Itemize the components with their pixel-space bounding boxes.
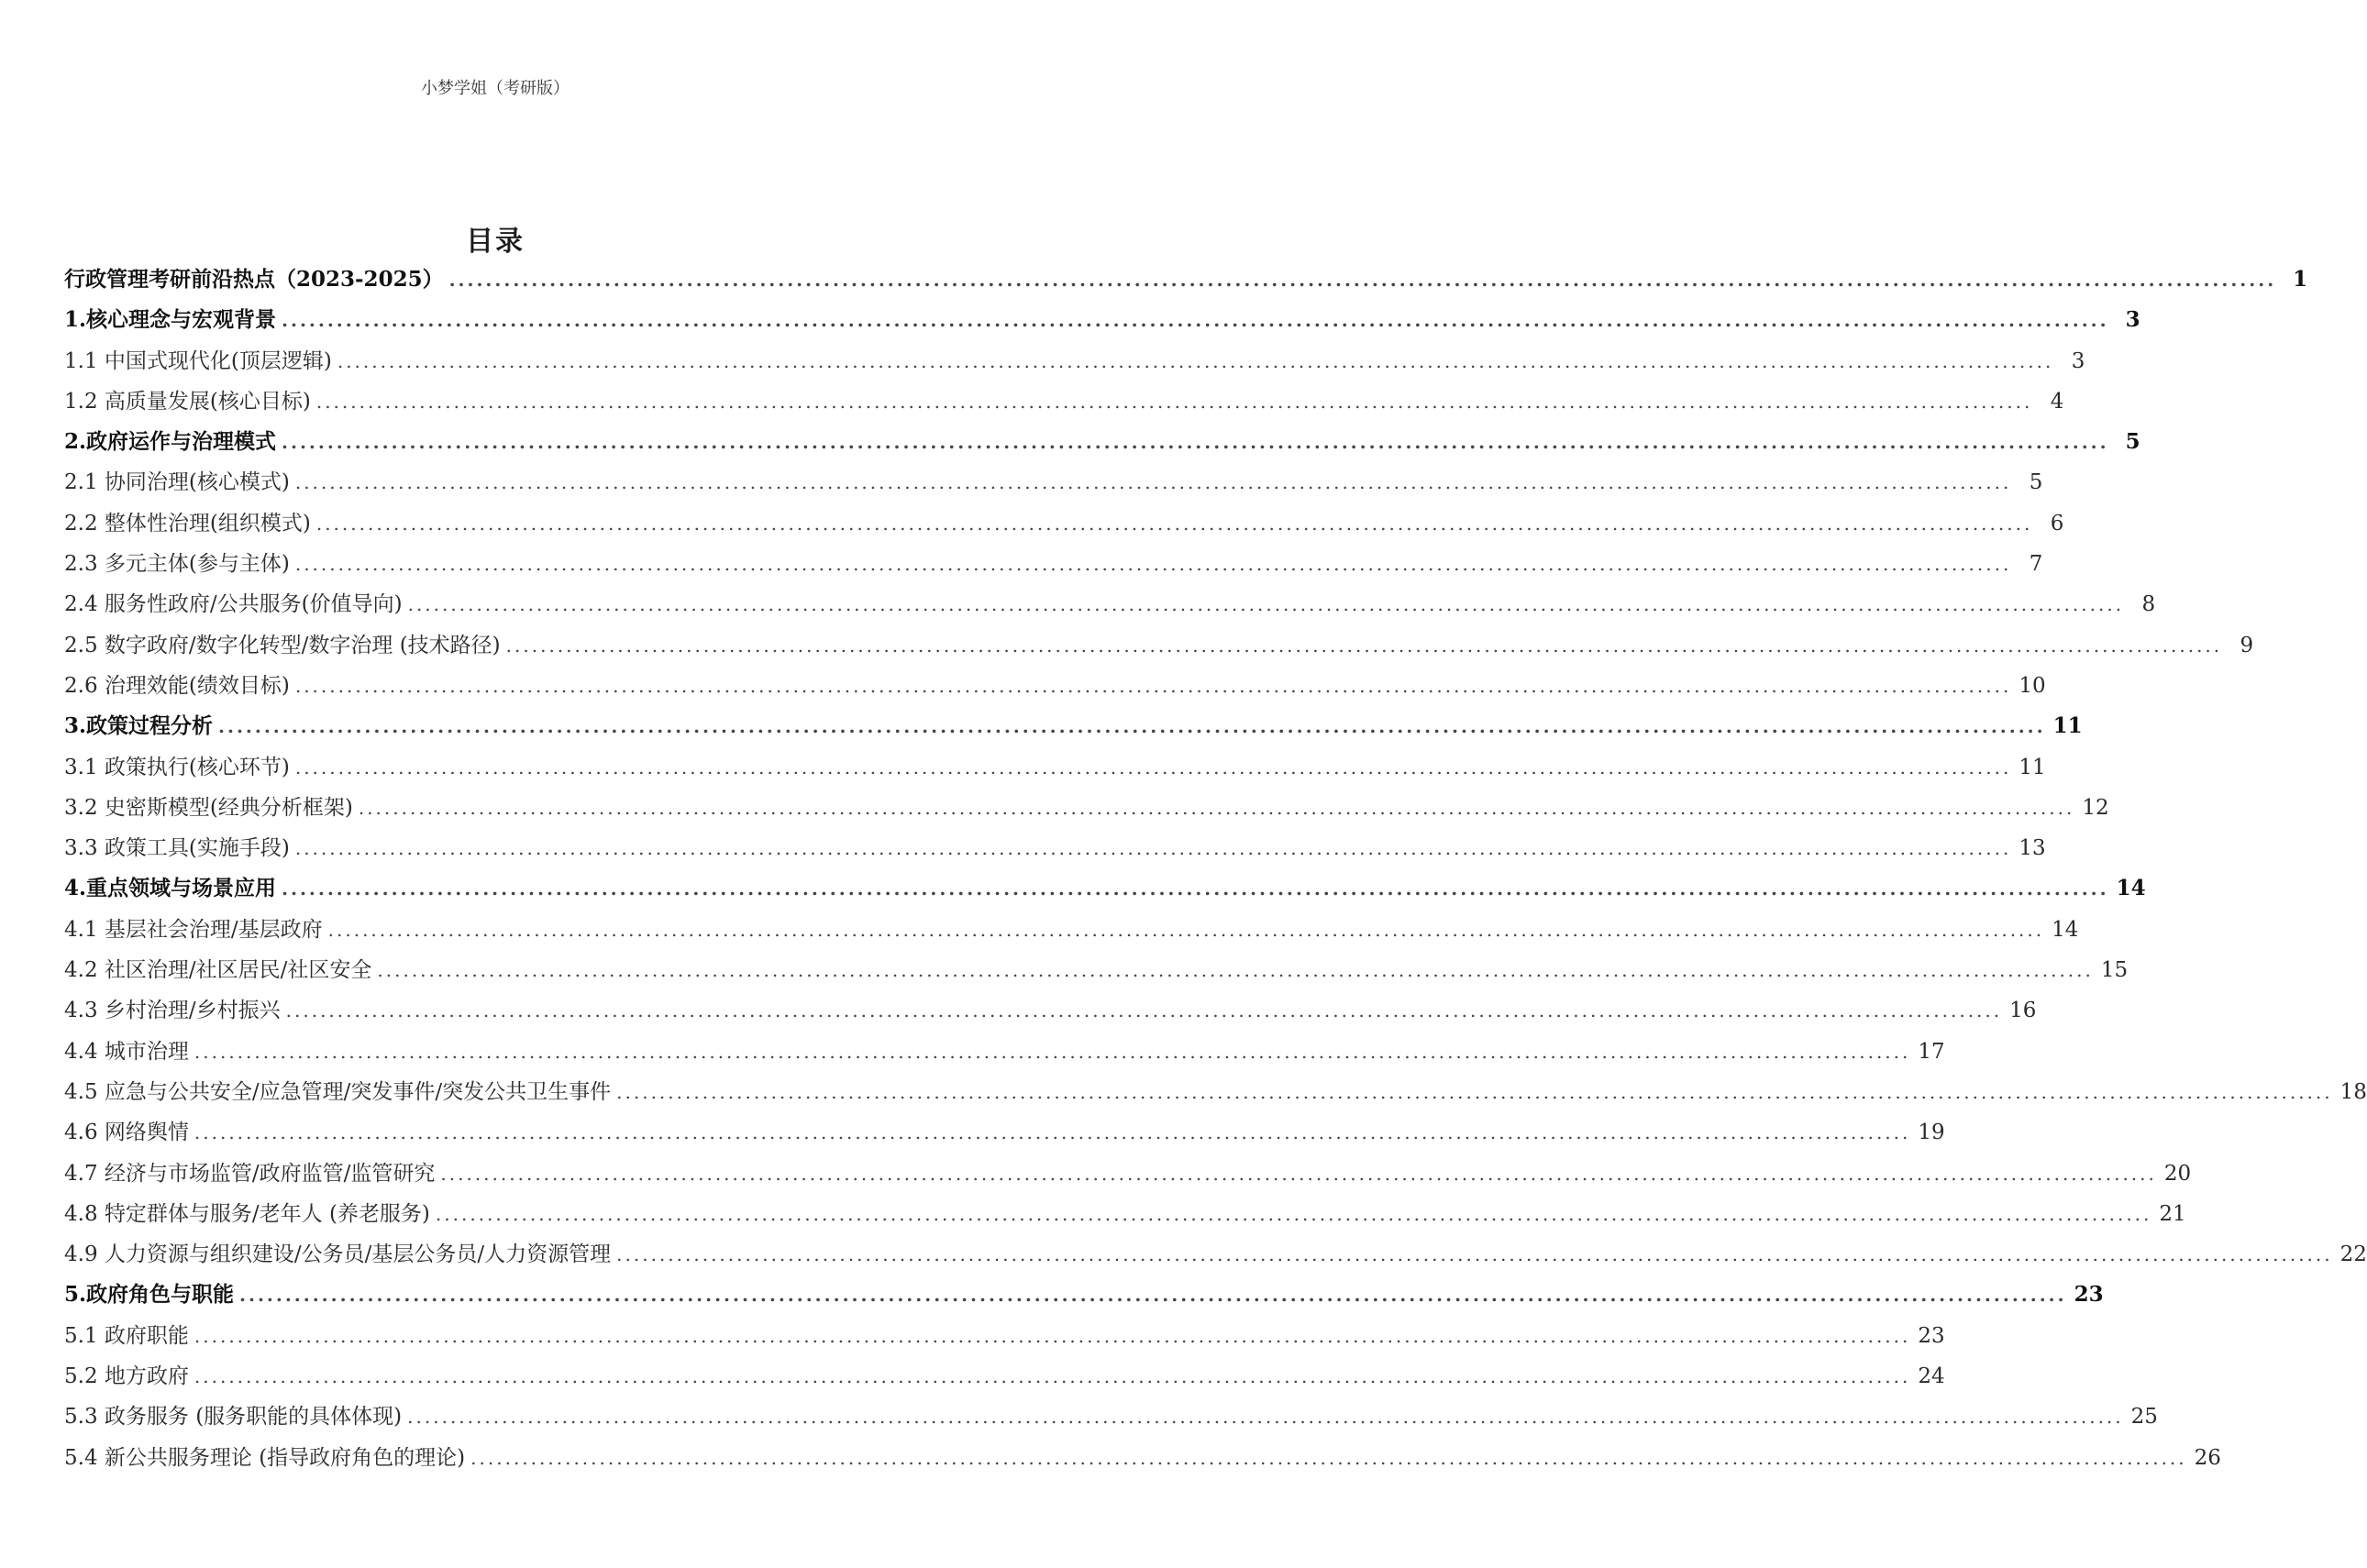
toc-subsection-entry[interactable]: [64, 747, 2046, 788]
toc-dot-leader: ........................................................................................................................................................................................................: [294, 674, 2012, 697]
toc-subsection-entry[interactable]: [64, 990, 2037, 1031]
toc-page-number: 10: [2019, 673, 2046, 698]
toc-subsection-entry[interactable]: [64, 381, 2064, 422]
toc-dot-leader: ........................................................................................................................................................................................................: [315, 390, 2033, 413]
toc-subsection-entry[interactable]: [64, 950, 2129, 990]
toc-entry-label: 1.1 中国式现代化(顶层逻辑): [64, 348, 332, 373]
toc-subsection-entry[interactable]: [64, 910, 2079, 950]
toc-entry-label: 4.5 应急与公共安全/应急管理/突发事件/突发公共卫生事件: [64, 1079, 612, 1104]
toc-entry-label: 2.6 治理效能(绩效目标): [64, 673, 290, 698]
toc-page-number: 13: [2019, 836, 2046, 861]
toc-subsection-entry[interactable]: [64, 625, 2254, 666]
toc-dot-leader: ........................................................................................................................................................................................................: [239, 1284, 2067, 1307]
toc-section-entry[interactable]: [64, 706, 2083, 746]
toc-dot-leader: ........................................................................................................................................................................................................: [448, 269, 2277, 291]
toc-dot-leader: ........................................................................................................................................................................................................: [407, 593, 2125, 616]
toc-dot-leader: ........................................................................................................................................................................................................: [337, 349, 2054, 372]
toc-page-number: 14: [2116, 876, 2146, 901]
toc-entry-label: 2.政府运作与治理模式: [64, 429, 277, 455]
toc-subsection-entry[interactable]: [64, 584, 2156, 624]
toc-dot-leader: ........................................................................................................................................................................................................: [194, 1040, 1911, 1063]
toc-entry-label: 1.2 高质量发展(核心目标): [64, 389, 311, 414]
toc-page-number: 1: [2293, 267, 2308, 292]
toc-entry-label: 2.2 整体性治理(组织模式): [64, 511, 311, 536]
toc-entry-label: 4.3 乡村治理/乡村振兴: [64, 999, 281, 1023]
toc-subsection-entry[interactable]: [64, 666, 2046, 706]
toc-entry-label: 3.1 政策执行(核心环节): [64, 755, 290, 779]
toc-page-number: 18: [2339, 1079, 2367, 1104]
toc-page-number: 24: [1918, 1364, 1945, 1389]
toc-dot-leader: ........................................................................................................................................................................................................: [616, 1080, 2333, 1103]
toc-dot-leader: ........................................................................................................................................................................................................: [294, 471, 2012, 494]
toc-entry-label: 4.重点领域与场景应用: [64, 876, 277, 901]
toc-dot-leader: ........................................................................................................................................................................................................: [194, 1324, 1911, 1347]
toc-entry-label: 5.1 政府职能: [64, 1323, 189, 1348]
toc-entry-label: 5.2 地方政府: [64, 1364, 189, 1389]
toc-dot-leader: ........................................................................................................................................................................................................: [327, 918, 2045, 941]
toc-page-number: 7: [2029, 552, 2043, 577]
toc-entry-label: 1.核心理念与宏观背景: [64, 307, 277, 333]
toc-entry-label: 行政管理考研前沿热点（2023-2025）: [64, 267, 444, 292]
page-header: 小梦学姐（考研版）: [421, 79, 570, 98]
toc-dot-leader: ........................................................................................................................................................................................................: [616, 1243, 2333, 1266]
toc-subsection-entry[interactable]: [64, 544, 2043, 584]
toc-subsection-entry[interactable]: [64, 1072, 2367, 1112]
toc-subsection-entry[interactable]: [64, 1397, 2158, 1437]
toc-subsection-entry[interactable]: [64, 1234, 2367, 1275]
toc-entry-label: 2.1 协同治理(核心模式): [64, 470, 290, 495]
toc-page-number: 9: [2240, 633, 2254, 657]
toc-dot-leader: ........................................................................................................................................................................................................: [282, 431, 2109, 454]
toc-subsection-entry[interactable]: [64, 1316, 1945, 1356]
toc-subsection-entry[interactable]: [64, 1438, 2221, 1478]
toc-entry-label: 4.4 城市治理: [64, 1039, 189, 1064]
toc-subsection-entry[interactable]: [64, 788, 2109, 828]
toc-entry-label: 4.6 网络舆情: [64, 1121, 189, 1145]
toc-dot-leader: ........................................................................................................................................................................................................: [407, 1406, 2124, 1429]
toc-entry-label: 2.3 多元主体(参与主体): [64, 552, 290, 577]
toc-entry-label: 2.5 数字政府/数字化转型/数字治理 (技术路径): [64, 633, 501, 657]
toc-entry-label: 2.4 服务性政府/公共服务(价值导向): [64, 592, 403, 617]
toc-page-number: 19: [1918, 1121, 1945, 1145]
toc-dot-leader: ........................................................................................................................................................................................................: [440, 1162, 2157, 1185]
toc-dot-leader: ........................................................................................................................................................................................................: [377, 959, 2094, 982]
toc-page-number: 25: [2130, 1405, 2158, 1430]
toc-page-number: 4: [2050, 389, 2064, 414]
toc-section-entry[interactable]: [64, 1275, 2104, 1315]
toc-entry-label: 4.7 经济与市场监管/政府监管/监管研究: [64, 1161, 436, 1186]
toc-dot-leader: ........................................................................................................................................................................................................: [282, 878, 2109, 900]
toc-page-number: 23: [2074, 1282, 2104, 1308]
toc-subsection-entry[interactable]: [64, 1356, 1945, 1397]
toc-page-number: 20: [2163, 1161, 2192, 1186]
toc-dot-leader: ........................................................................................................................................................................................................: [358, 796, 2075, 819]
toc-page-number: 11: [2019, 755, 2046, 779]
toc-entry-label: 5.3 政务服务 (服务职能的具体体现): [64, 1405, 403, 1430]
toc-subsection-entry[interactable]: [64, 1032, 1945, 1072]
toc-entry-label: 3.3 政策工具(实施手段): [64, 836, 290, 861]
toc-section-entry[interactable]: [64, 300, 2140, 340]
toc-subsection-entry[interactable]: [64, 1194, 2186, 1234]
toc-subsection-entry[interactable]: [64, 1112, 1945, 1153]
toc-dot-leader: ........................................................................................................................................................................................................: [194, 1121, 1911, 1144]
toc-dot-leader: ........................................................................................................................................................................................................: [218, 715, 2046, 738]
toc-dot-leader: ........................................................................................................................................................................................................: [194, 1365, 1911, 1388]
toc-entry-label: 3.政策过程分析: [64, 713, 214, 739]
toc-page-number: 12: [2082, 795, 2109, 820]
toc-page-number: 6: [2050, 511, 2064, 536]
toc-section-entry[interactable]: [64, 422, 2140, 462]
toc-page-number: 8: [2141, 592, 2156, 617]
toc-page-number: 23: [1918, 1323, 1945, 1348]
toc-subsection-entry[interactable]: [64, 503, 2064, 544]
toc-subsection-entry[interactable]: [64, 341, 2085, 381]
toc-entry-label: 5.4 新公共服务理论 (指导政府角色的理论): [64, 1445, 466, 1470]
toc-subsection-entry[interactable]: [64, 462, 2043, 502]
toc-page-number: 11: [2052, 713, 2083, 739]
toc-section-entry[interactable]: [64, 868, 2146, 909]
toc-dot-leader: ........................................................................................................................................................................................................: [470, 1446, 2187, 1469]
toc-page-number: 15: [2100, 958, 2129, 983]
toc-entry-label: 4.1 基层社会治理/基层政府: [64, 917, 323, 942]
toc-entry-label: 4.8 特定群体与服务/老年人 (养老服务): [64, 1201, 430, 1226]
toc-page-number: 5: [2125, 429, 2140, 455]
toc-dot-leader: ........................................................................................................................................................................................................: [294, 756, 2012, 778]
toc-entry-label: 4.2 社区治理/社区居民/社区安全: [64, 958, 372, 983]
toc-entry-label: 4.9 人力资源与组织建设/公务员/基层公务员/人力资源管理: [64, 1242, 612, 1267]
toc-page-number: 22: [2339, 1242, 2367, 1267]
toc-entry-label: 3.2 史密斯模型(经典分析框架): [64, 795, 353, 820]
toc-page-number: 3: [2071, 348, 2085, 373]
toc-page-number: 16: [2009, 999, 2037, 1023]
toc-title: 目录: [466, 226, 525, 258]
toc-dot-leader: ........................................................................................................................................................................................................: [315, 512, 2033, 535]
toc-dot-leader: ........................................................................................................................................................................................................: [435, 1202, 2152, 1225]
toc-dot-leader: ........................................................................................................................................................................................................: [282, 309, 2109, 332]
toc-page-number: 17: [1918, 1039, 1945, 1064]
toc-subsection-entry[interactable]: [64, 1154, 2192, 1194]
toc-page-number: 5: [2029, 470, 2043, 495]
toc-dot-leader: ........................................................................................................................................................................................................: [294, 553, 2012, 576]
toc-dot-leader: ........................................................................................................................................................................................................: [294, 837, 2012, 860]
toc-page-number: 14: [2052, 917, 2079, 942]
toc-page-number: 21: [2159, 1201, 2186, 1226]
toc-page-number: 26: [2194, 1445, 2221, 1470]
toc-subsection-entry[interactable]: [64, 828, 2046, 868]
toc-page-number: 3: [2125, 307, 2140, 333]
toc-entry-label: 5.政府角色与职能: [64, 1282, 235, 1308]
toc-dot-leader: ........................................................................................................................................................................................................: [505, 634, 2223, 657]
table-of-contents: [64, 259, 2367, 1478]
toc-dot-leader: ........................................................................................................................................................................................................: [285, 999, 2003, 1022]
toc-section-entry[interactable]: [64, 259, 2308, 300]
